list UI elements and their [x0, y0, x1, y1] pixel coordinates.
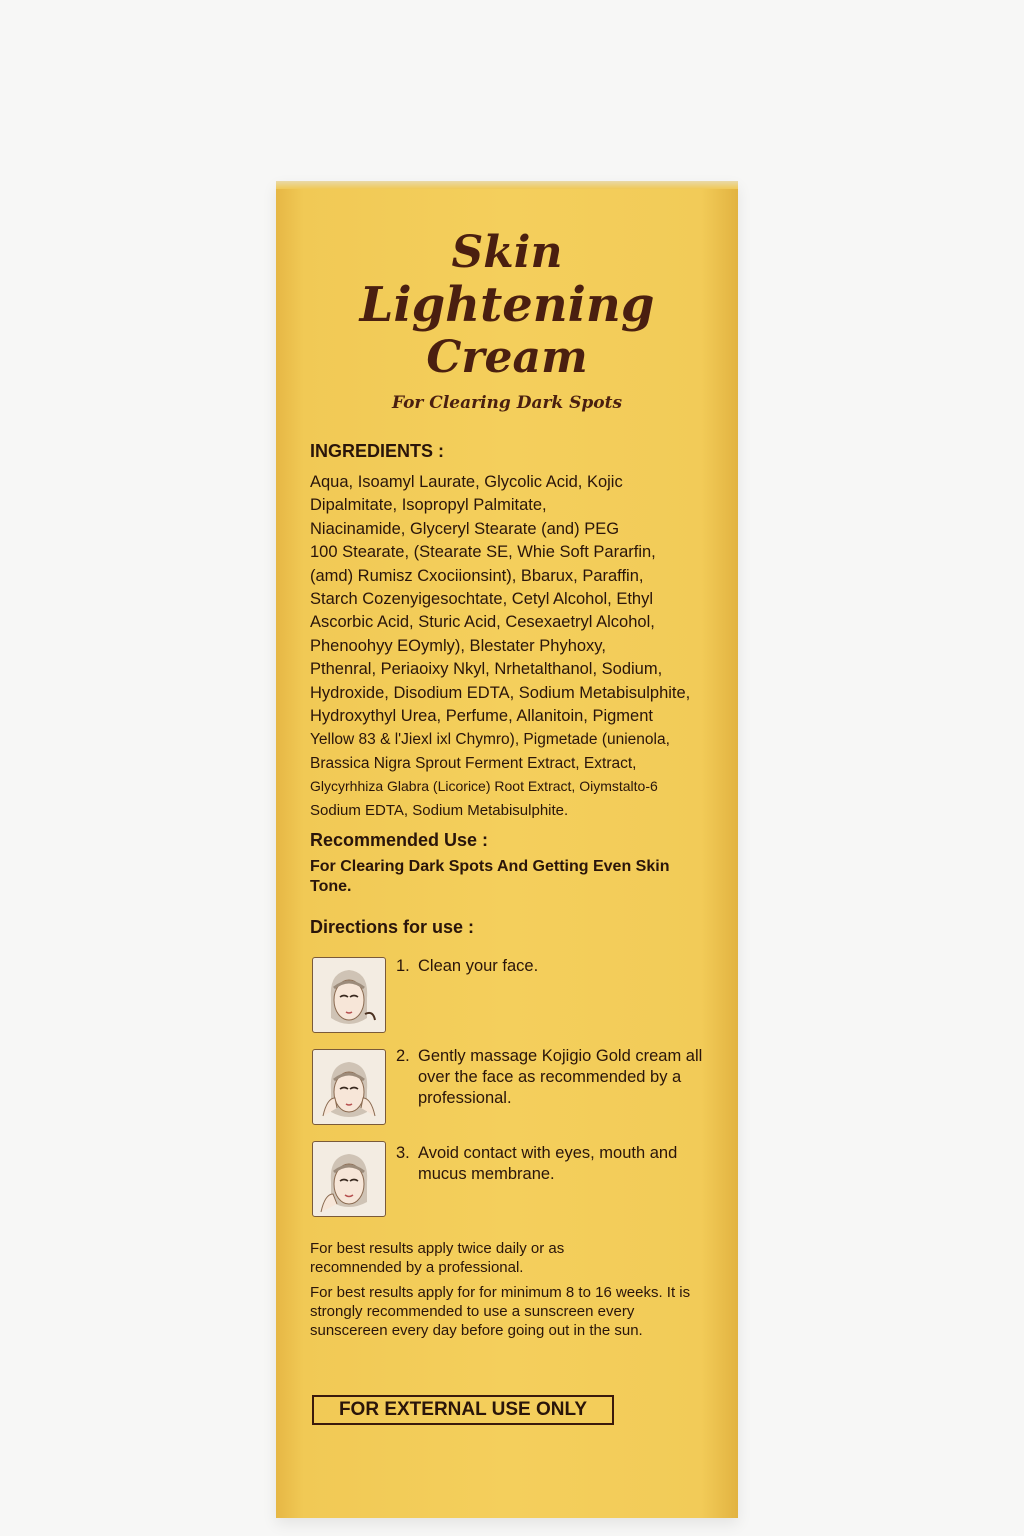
- title-line-2: Lightening: [359, 277, 655, 333]
- step-text: Clean your face.: [418, 957, 539, 975]
- usage-note-2: For best results apply for for minimum 8 to 16 weeks. It is strongly recommended to use a sunscreen every sunscereen every day before going out in the sun.: [310, 1284, 691, 1339]
- ingredients-line: Hydroxide, Disodium EDTA, Sodium Metabisulphite,: [310, 683, 691, 702]
- ingredients-line: Sodium EDTA, Sodium Metabisulphite.: [310, 801, 569, 819]
- ingredients-line: Niacinamide, Glyceryl Stearate (and) PEG: [310, 519, 620, 538]
- ingredients-line: Glycyrhhiza Glabra (Licorice) Root Extract, Oiymstalto-6: [310, 778, 658, 795]
- face-massage-illustration: [312, 1049, 386, 1125]
- ingredients-line: Yellow 83 & l'Jiexl ixl Chymro), Pigmetade (unienola,: [310, 731, 670, 749]
- step-number: 3.: [396, 1144, 410, 1162]
- ingredients-line: Pthenral, Periaoixy Nkyl, Nrhetalthanol, Sodium,: [310, 660, 663, 679]
- ingredients-line: Brassica Nigra Sprout Ferment Extract, Extract,: [310, 754, 637, 772]
- step-text: Gently massage Kojigio Gold cream all over the face as recommended by a professional.: [418, 1047, 703, 1107]
- ingredients-line: Phenoohyy EOymly), Blestater Phyhoxy,: [310, 636, 606, 655]
- step-number: 1.: [396, 957, 410, 975]
- ingredients-line: Ascorbic Acid, Sturic Acid, Cesexaetryl Alcohol,: [310, 613, 655, 632]
- ingredients-line: (amd) Rumisz Cxociionsint), Bbarux, Paraffin,: [310, 566, 644, 585]
- ingredients-list: [310, 471, 710, 822]
- step-2: [396, 1046, 716, 1109]
- ingredients-line: Hydroxythyl Urea, Perfume, Allanitoin, Pigment: [310, 707, 653, 726]
- title-line-1: Skin: [451, 227, 563, 278]
- ingredients-line: Dipalmitate, Isopropyl Palmitate,: [310, 496, 547, 515]
- step-3: [396, 1143, 716, 1185]
- step-1: [396, 956, 716, 977]
- title-line-3: Cream: [426, 332, 588, 383]
- usage-note-1: For best results apply twice daily or as recomnended by a professional.: [310, 1240, 565, 1276]
- product-box: [276, 181, 738, 1518]
- ingredients-line: 100 Stearate, (Stearate SE, Whie Soft Pararfin,: [310, 543, 656, 562]
- ingredients-line: Aqua, Isoamyl Laurate, Glycolic Acid, Kojic: [310, 473, 623, 491]
- recommended-text: For Clearing Dark Spots And Getting Even Skin Tone.: [310, 858, 670, 895]
- face-clean-illustration: [312, 957, 386, 1033]
- ingredients-heading: INGREDIENTS :: [310, 441, 445, 461]
- box-top-edge: [276, 181, 738, 189]
- directions-heading: Directions for use :: [310, 917, 475, 937]
- recommended-heading: Recommended Use :: [310, 830, 489, 850]
- step-text: Avoid contact with eyes, mouth and mucus membrane.: [418, 1144, 678, 1183]
- ingredients-line: Starch Cozenyigesochtate, Cetyl Alcohol, Ethyl: [310, 590, 654, 609]
- face-avoid-eyes-illustration: [312, 1141, 386, 1217]
- subtitle: For Clearing Dark Spots: [391, 393, 623, 413]
- step-number: 2.: [396, 1047, 410, 1065]
- external-use-label: FOR EXTERNAL USE ONLY: [312, 1395, 614, 1425]
